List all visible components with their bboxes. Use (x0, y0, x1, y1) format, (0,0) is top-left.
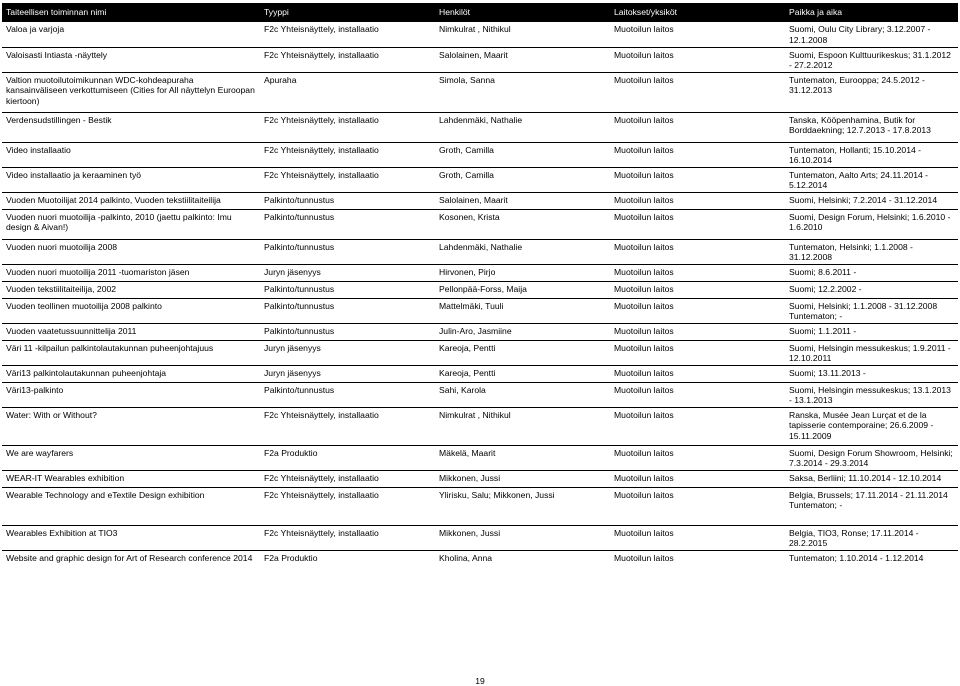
activity-place-time: Tanska, Kööpenhamina, Butik for Borddaekning; 12.7.2013 - 17.8.2013 (785, 112, 958, 142)
activity-persons: Salolainen, Maarit (435, 192, 610, 209)
activity-unit: Muotoilun laitos (610, 167, 785, 192)
table-row (2, 365, 958, 382)
activity-type: Juryn jäsenyys (260, 340, 435, 365)
table-row (2, 167, 958, 192)
activity-type: F2a Produktio (260, 445, 435, 470)
activity-name: WEAR-IT Wearables exhibition (2, 470, 260, 487)
activity-persons: Kareoja, Pentti (435, 340, 610, 365)
activity-name: Valtion muotoilutoimikunnan WDC-kohdeapuraha kansainväliseen verkottumiseen (Cities for All näyttelyn Euroopan kiertoon) (2, 72, 260, 112)
activity-type: Palkinto/tunnustus (260, 382, 435, 407)
activity-unit: Muotoilun laitos (610, 550, 785, 575)
activity-unit: Muotoilun laitos (610, 209, 785, 239)
activity-name: Vuoden nuori muotoilija 2008 (2, 239, 260, 264)
activity-name: Website and graphic design for Art of Research conference 2014 (2, 550, 260, 575)
activity-persons: Julin-Aro, Jasmiine (435, 323, 610, 340)
activity-type: Juryn jäsenyys (260, 365, 435, 382)
activity-name: Vuoden nuori muotoilija -palkinto, 2010 (jaettu palkinto: Imu design & Aivan!) (2, 209, 260, 239)
table-row (2, 340, 958, 365)
activity-unit: Muotoilun laitos (610, 323, 785, 340)
table-row (2, 239, 958, 264)
activity-name: Vuoden teollinen muotoilija 2008 palkinto (2, 298, 260, 323)
activity-type: F2c Yhteisnäyttely, installaatio (260, 167, 435, 192)
table-row (2, 550, 958, 575)
activity-type: F2a Produktio (260, 550, 435, 575)
activity-unit: Muotoilun laitos (610, 487, 785, 525)
activity-name: Väri 11 -kilpailun palkintolautakunnan puheenjohtajuus (2, 340, 260, 365)
header-persons: Henkilöt (435, 3, 610, 22)
activity-place-time: Tuntematon, Helsinki; 1.1.2008 - 31.12.2008 (785, 239, 958, 264)
table-row (2, 281, 958, 298)
activity-unit: Muotoilun laitos (610, 470, 785, 487)
activity-place-time: Ranska, Musée Jean Lurçat et de la tapisserie contemporaine; 26.6.2009 - 15.11.2009 (785, 407, 958, 445)
table-row (2, 112, 958, 142)
table-row (2, 445, 958, 470)
activity-type: Juryn jäsenyys (260, 264, 435, 281)
activity-type: F2c Yhteisnäyttely, installaatio (260, 407, 435, 445)
activity-place-time: Suomi; 1.1.2011 - (785, 323, 958, 340)
page-number: 19 (475, 676, 485, 686)
activity-name: Väri13 palkintolautakunnan puheenjohtaja (2, 365, 260, 382)
activity-unit: Muotoilun laitos (610, 72, 785, 112)
activity-unit: Muotoilun laitos (610, 192, 785, 209)
table-row (2, 470, 958, 487)
activity-place-time: Suomi, Espoon Kulttuurikeskus; 31.1.2012 - 27.2.2012 (785, 47, 958, 72)
activity-name: Water: With or Without? (2, 407, 260, 445)
table-row (2, 72, 958, 112)
activity-name: Valoa ja varjoja (6, 24, 65, 34)
activity-name: Vuoden vaatetussuunnittelija 2011 (2, 323, 260, 340)
activity-type: Palkinto/tunnustus (260, 209, 435, 239)
activity-type: Palkinto/tunnustus (260, 298, 435, 323)
table-row (2, 525, 958, 550)
activity-place-time: Tuntematon, Hollanti; 15.10.2014 - 16.10.2014 (785, 142, 958, 167)
activity-type: F2c Yhteisnäyttely, installaatio (260, 112, 435, 142)
activity-place-time: Suomi, Design Forum, Helsinki; 1.6.2010 - 1.6.2010 (785, 209, 958, 239)
activity-place-time: Belgia, TIO3, Ronse; 17.11.2014 - 28.2.2015 (785, 525, 958, 550)
activity-type: Palkinto/tunnustus (260, 239, 435, 264)
activity-place-time: Suomi; 13.11.2013 - (785, 365, 958, 382)
activity-type: F2c Yhteisnäyttely, installaatio (260, 487, 435, 525)
header-units: Laitokset/yksiköt (610, 3, 785, 22)
activity-unit: Muotoilun laitos (610, 340, 785, 365)
activity-type: F2c Yhteisnäyttely, installaatio (264, 24, 379, 34)
activity-place-time: Tuntematon, Aalto Arts; 24.11.2014 - 5.12.2014 (785, 167, 958, 192)
activity-name: Wearables Exhibition at TIO3 (2, 525, 260, 550)
activity-unit: Muotoilun laitos (610, 239, 785, 264)
table-row (2, 382, 958, 407)
header-type: Tyyppi (260, 3, 435, 22)
activity-name: We are wayfarers (2, 445, 260, 470)
activity-persons: Nimkulrat , Nithikul (439, 24, 511, 34)
table-row (2, 142, 958, 167)
activity-place-time: Suomi, Design Forum Showroom, Helsinki; 7.3.2014 - 29.3.2014 (785, 445, 958, 470)
activity-type: F2c Yhteisnäyttely, installaatio (260, 470, 435, 487)
artistic-activities-table (2, 3, 958, 575)
activity-name: Wearable Technology and eTextile Design exhibition (2, 487, 260, 525)
activity-unit: Muotoilun laitos (610, 112, 785, 142)
activity-place-time: Suomi, Helsinki; 7.2.2014 - 31.12.2014 (785, 192, 958, 209)
activity-name: Video installaatio (2, 142, 260, 167)
activity-name: Väri13-palkinto (2, 382, 260, 407)
activity-unit: Muotoilun laitos (610, 298, 785, 323)
activity-persons: Lahdenmäki, Nathalie (435, 239, 610, 264)
activity-persons: Salolainen, Maarit (435, 47, 610, 72)
table-body (2, 22, 958, 575)
activity-unit: Muotoilun laitos (610, 382, 785, 407)
header-name: Taiteellisen toiminnan nimi (2, 3, 260, 22)
activity-unit: Muotoilun laitos (610, 365, 785, 382)
activity-name: Vuoden tekstiilitaiteilija, 2002 (2, 281, 260, 298)
activity-place-time: Saksa, Berliini; 11.10.2014 - 12.10.2014 (785, 470, 958, 487)
table-row (2, 22, 958, 47)
activity-type: Palkinto/tunnustus (260, 281, 435, 298)
activity-place-time: Suomi; 8.6.2011 - (785, 264, 958, 281)
activity-type: F2c Yhteisnäyttely, installaatio (260, 525, 435, 550)
activity-place-time: Tuntematon; 1.10.2014 - 1.12.2014 (785, 550, 958, 575)
activity-persons: Groth, Camilla (435, 167, 610, 192)
activity-type: F2c Yhteisnäyttely, installaatio (260, 47, 435, 72)
activity-persons: Nimkulrat , Nithikul (435, 407, 610, 445)
activity-place-time: Suomi, Helsingin messukeskus; 1.9.2011 - 12.10.2011 (785, 340, 958, 365)
activity-persons: Hirvonen, Pirjo (435, 264, 610, 281)
activity-name: Valoisasti Intiasta -näyttely (2, 47, 260, 72)
activity-place-time: Suomi, Helsingin messukeskus; 13.1.2013 - 13.1.2013 (785, 382, 958, 407)
activity-type: Palkinto/tunnustus (260, 323, 435, 340)
activity-unit: Muotoilun laitos (610, 407, 785, 445)
activity-place-time: Suomi, Helsinki; 1.1.2008 - 31.12.2008 Tuntematon; - (785, 298, 958, 323)
activity-persons: Mikkonen, Jussi (435, 525, 610, 550)
table-row (2, 407, 958, 445)
activity-place-time: Tuntematon, Eurooppa; 24.5.2012 - 31.12.2013 (785, 72, 958, 112)
activity-unit: Muotoilun laitos (610, 525, 785, 550)
activity-unit: Muotoilun laitos (610, 264, 785, 281)
activity-place-time: Suomi; 12.2.2002 - (785, 281, 958, 298)
activity-persons: Kholina, Anna (435, 550, 610, 575)
activity-place-time: Suomi, Oulu City Library; 3.12.2007 - 12.1.2008 (789, 24, 931, 45)
activity-unit: Muotoilun laitos (614, 24, 674, 34)
table-row (2, 487, 958, 525)
activity-persons: Kosonen, Krista (435, 209, 610, 239)
activity-persons: Kareoja, Pentti (435, 365, 610, 382)
activity-persons: Lahdenmäki, Nathalie (435, 112, 610, 142)
table-row (2, 323, 958, 340)
header-place-time: Paikka ja aika (785, 3, 958, 22)
table-row (2, 264, 958, 281)
activity-persons: Pellonpää-Forss, Maija (435, 281, 610, 298)
activity-name: Vuoden Muotoilijat 2014 palkinto, Vuoden tekstiilitaiteilija (2, 192, 260, 209)
table-row (2, 298, 958, 323)
activity-persons: Mattelmäki, Tuuli (435, 298, 610, 323)
activity-type: Palkinto/tunnustus (260, 192, 435, 209)
table-header-row (2, 3, 958, 22)
activity-type: Apuraha (260, 72, 435, 112)
activity-persons: Simola, Sanna (435, 72, 610, 112)
activity-persons: Sahi, Karola (435, 382, 610, 407)
activity-persons: Mikkonen, Jussi (435, 470, 610, 487)
results-table-container (2, 3, 958, 575)
activity-name: Verdensudstillingen - Bestik (2, 112, 260, 142)
activity-unit: Muotoilun laitos (610, 47, 785, 72)
table-row (2, 47, 958, 72)
activity-name: Vuoden nuori muotoilija 2011 -tuomariston jäsen (2, 264, 260, 281)
activity-unit: Muotoilun laitos (610, 142, 785, 167)
table-row (2, 209, 958, 239)
activity-name: Video installaatio ja keraaminen työ (2, 167, 260, 192)
table-row (2, 192, 958, 209)
activity-persons: Ylirisku, Salu; Mikkonen, Jussi (435, 487, 610, 525)
activity-type: F2c Yhteisnäyttely, installaatio (260, 142, 435, 167)
activity-unit: Muotoilun laitos (610, 281, 785, 298)
activity-place-time: Belgia, Brussels; 17.11.2014 - 21.11.2014 Tuntematon; - (785, 487, 958, 525)
activity-persons: Mäkelä, Maarit (435, 445, 610, 470)
activity-unit: Muotoilun laitos (610, 445, 785, 470)
activity-persons: Groth, Camilla (435, 142, 610, 167)
